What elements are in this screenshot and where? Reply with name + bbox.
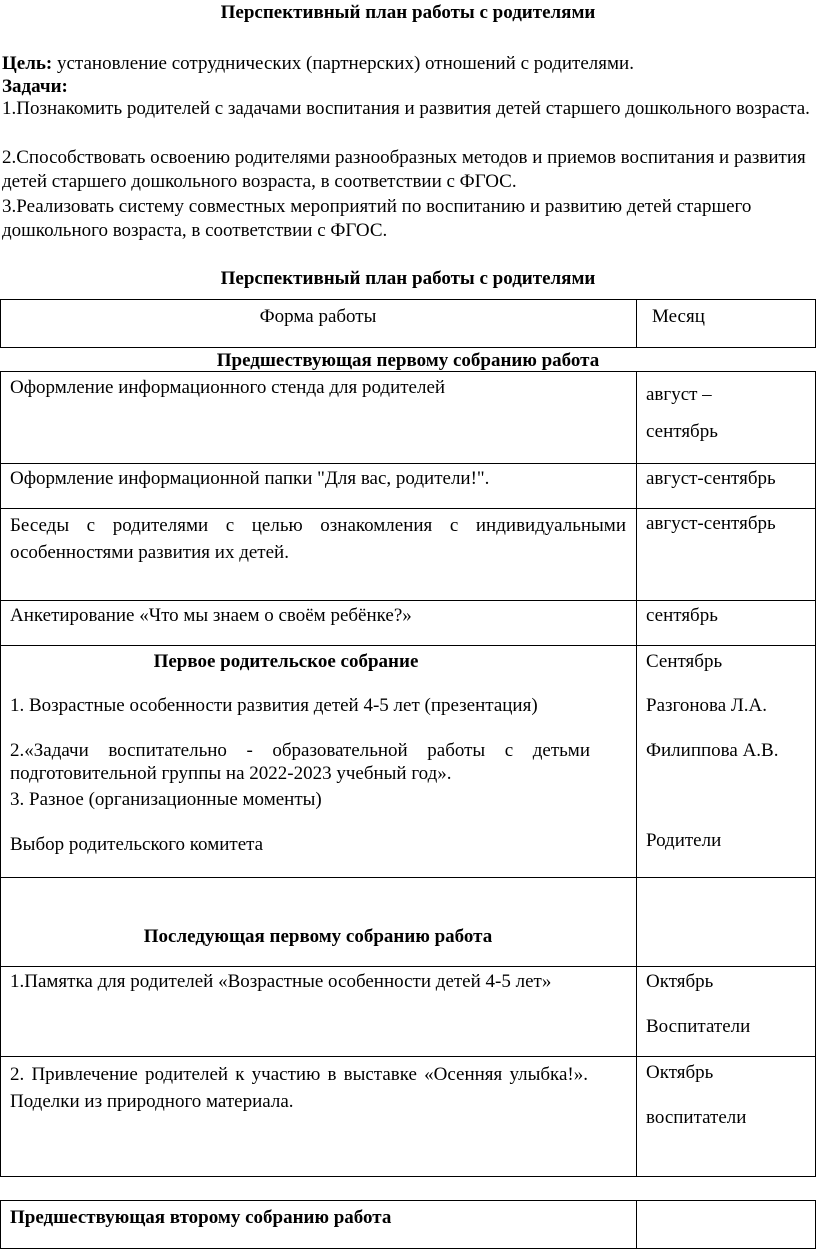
meeting-item-1: 1. Возрастные особенности развития детей 4-5 лет (презентация)	[10, 695, 538, 716]
section-heading-after-first-meeting: Последующая первому собранию работа	[143, 926, 493, 947]
row-form: 1.Памятка для родителей «Возрастные особенности детей 4-5 лет»	[10, 971, 552, 992]
section-heading-before-first-meeting: Предшествующая первому собранию работа	[216, 350, 600, 371]
meeting-person-2: Филиппова А.В.	[646, 740, 779, 761]
plan-title: Перспективный план работы с родителями	[220, 268, 596, 289]
row-month: август –	[646, 384, 712, 405]
row-month: сентябрь	[646, 605, 718, 626]
row-form: Беседы с родителями с целью ознакомления с индивидуальными особенностями развития их детей.	[10, 515, 626, 563]
section-heading-before-second-meeting: Предшествующая второму собранию работа	[10, 1207, 392, 1228]
row-responsible: Воспитатели	[646, 1016, 751, 1037]
meeting-person-3: Родители	[646, 830, 722, 851]
page-title: Перспективный план работы с родителями	[220, 2, 596, 23]
row-month: август-сентябрь	[646, 468, 776, 489]
meeting-item-2: 2.«Задачи воспитательно - образовательной работы с детьми подготовительной группы на 2022-2023 учебный год».	[10, 740, 590, 784]
row-form: Оформление информационного стенда для родителей	[10, 377, 446, 398]
goal	[2, 52, 814, 76]
row-form: Анкетирование «Что мы знаем о своём ребёнке?»	[10, 605, 412, 626]
goal-label: Цель:	[2, 53, 53, 74]
meeting-month: Сентябрь	[646, 651, 723, 672]
row-month: август-сентябрь	[646, 513, 776, 534]
column-header-form: Форма работы	[259, 306, 377, 327]
task-item-3: 3.Реализовать систему совместных мероприятий по воспитанию и развитию детей старшего дошкольного возраста, в соответствии с ФГОС.	[2, 196, 752, 241]
row-form: 2. Привлечение родителей к участию в выставке «Осенняя улыбка!». Поделки из природного материала.	[10, 1064, 588, 1112]
meeting-person-1: Разгонова Л.А.	[646, 695, 768, 716]
row-form: Оформление информационной папки "Для вас, родители!".	[10, 468, 490, 489]
meeting-item-4: Выбор родительского комитета	[10, 834, 264, 855]
tasks-label: Задачи:	[2, 76, 68, 97]
column-header-month: Месяц	[652, 306, 705, 327]
goal-text: установление сотруднических (партнерских) отношений с родителями.	[52, 53, 634, 74]
row-month: Октябрь	[646, 971, 714, 992]
meeting-item-3: 3. Разное (организационные моменты)	[10, 789, 322, 810]
row-month: Октябрь	[646, 1062, 714, 1083]
row-responsible: воспитатели	[646, 1107, 747, 1128]
task-item-1: 1.Познакомить родителей с задачами воспитания и развития детей старшего дошкольного возраста.	[2, 98, 810, 119]
task-item-2: 2.Способствовать освоению родителями разнообразных методов и приемов воспитания и развития детей старшего дошкольного возраста, в соответствии с ФГОС.	[2, 147, 806, 192]
meeting-title: Первое родительское собрание	[153, 651, 419, 672]
row-month-2: сентябрь	[646, 421, 718, 442]
